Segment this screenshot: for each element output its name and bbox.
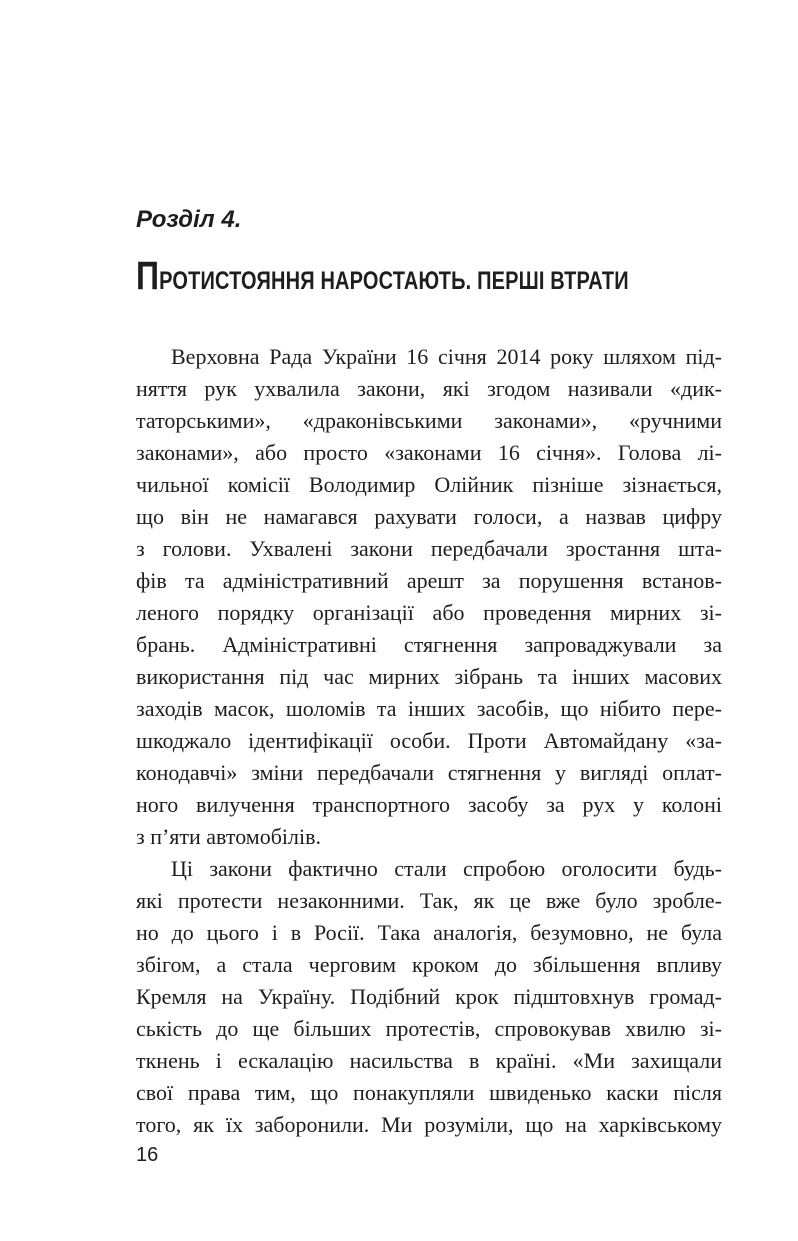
body-line: які протести незаконними. Так, як це вже було зробле-: [136, 888, 722, 913]
body-line: законами», або просто «законами 16 січня». Голова лі-: [136, 440, 722, 465]
body-line: свої права тим, що понакупляли швиденько каски після: [136, 1080, 722, 1105]
chapter-title: [136, 252, 629, 305]
body-line: з п’яти автомобілів.: [136, 824, 322, 849]
body-line: того, як їх заборонили. Ми розуміли, що на харківському: [136, 1112, 722, 1137]
body-line: використання під час мирних зібрань та інших масових: [136, 664, 722, 689]
chapter-title-initial: П: [136, 254, 160, 298]
body-line: збігом, а стала черговим кроком до збільшення впливу: [136, 952, 722, 977]
body-line: конодавчі» зміни передбачали стягнення у вигляді оплат-: [136, 760, 722, 785]
body-line: фів та адміністративний арешт за порушення встанов-: [136, 568, 722, 593]
body-line: Верховна Рада України 16 січня 2014 року шляхом під-: [171, 344, 722, 369]
body-line: чильної комісії Володимир Олійник пізніше зізнається,: [136, 472, 722, 497]
chapter-title-rest: РОТИСТОЯННЯ НАРОСТАЮТЬ. ПЕРШІ ВТРАТИ: [159, 267, 629, 295]
body-line: з голови. Ухвалені закони передбачали зростання шта-: [136, 536, 722, 561]
body-line: леного порядку організації або проведення мирних зі-: [136, 600, 722, 625]
body-line: шкоджало ідентифікації особи. Проти Автомайдану «за-: [136, 728, 722, 753]
body-line: Ці закони фактично стали спробою оголосити будь-: [171, 856, 722, 881]
body-line: няття рук ухвалила закони, які згодом називали «дик-: [136, 376, 722, 401]
page-number: 16: [136, 1144, 159, 1166]
body-line: таторськими», «драконівськими законами», «ручними: [136, 408, 722, 433]
body-line: заходів масок, шоломів та інших засобів, що нібито пере-: [136, 696, 722, 721]
body-line: брань. Адміністративні стягнення запроваджували за: [136, 632, 722, 657]
body-line: Кремля на Україну. Подібний крок підштовхнув громад-: [136, 984, 722, 1009]
body-line: ськість до ще більших протестів, спровокував хвилю зі-: [136, 1016, 722, 1041]
body-line: но до цього і в Росії. Така аналогія, безумовно, не була: [136, 920, 722, 945]
body-line: ного вилучення транспортного засобу за рух у колоні: [136, 792, 722, 817]
body-line: ткнень і ескалацію насильства в країні. «Ми захищали: [136, 1048, 722, 1073]
chapter-label: Розділ 4.: [136, 206, 242, 233]
body-line: що він не намагався рахувати голоси, а назвав цифру: [136, 504, 722, 529]
